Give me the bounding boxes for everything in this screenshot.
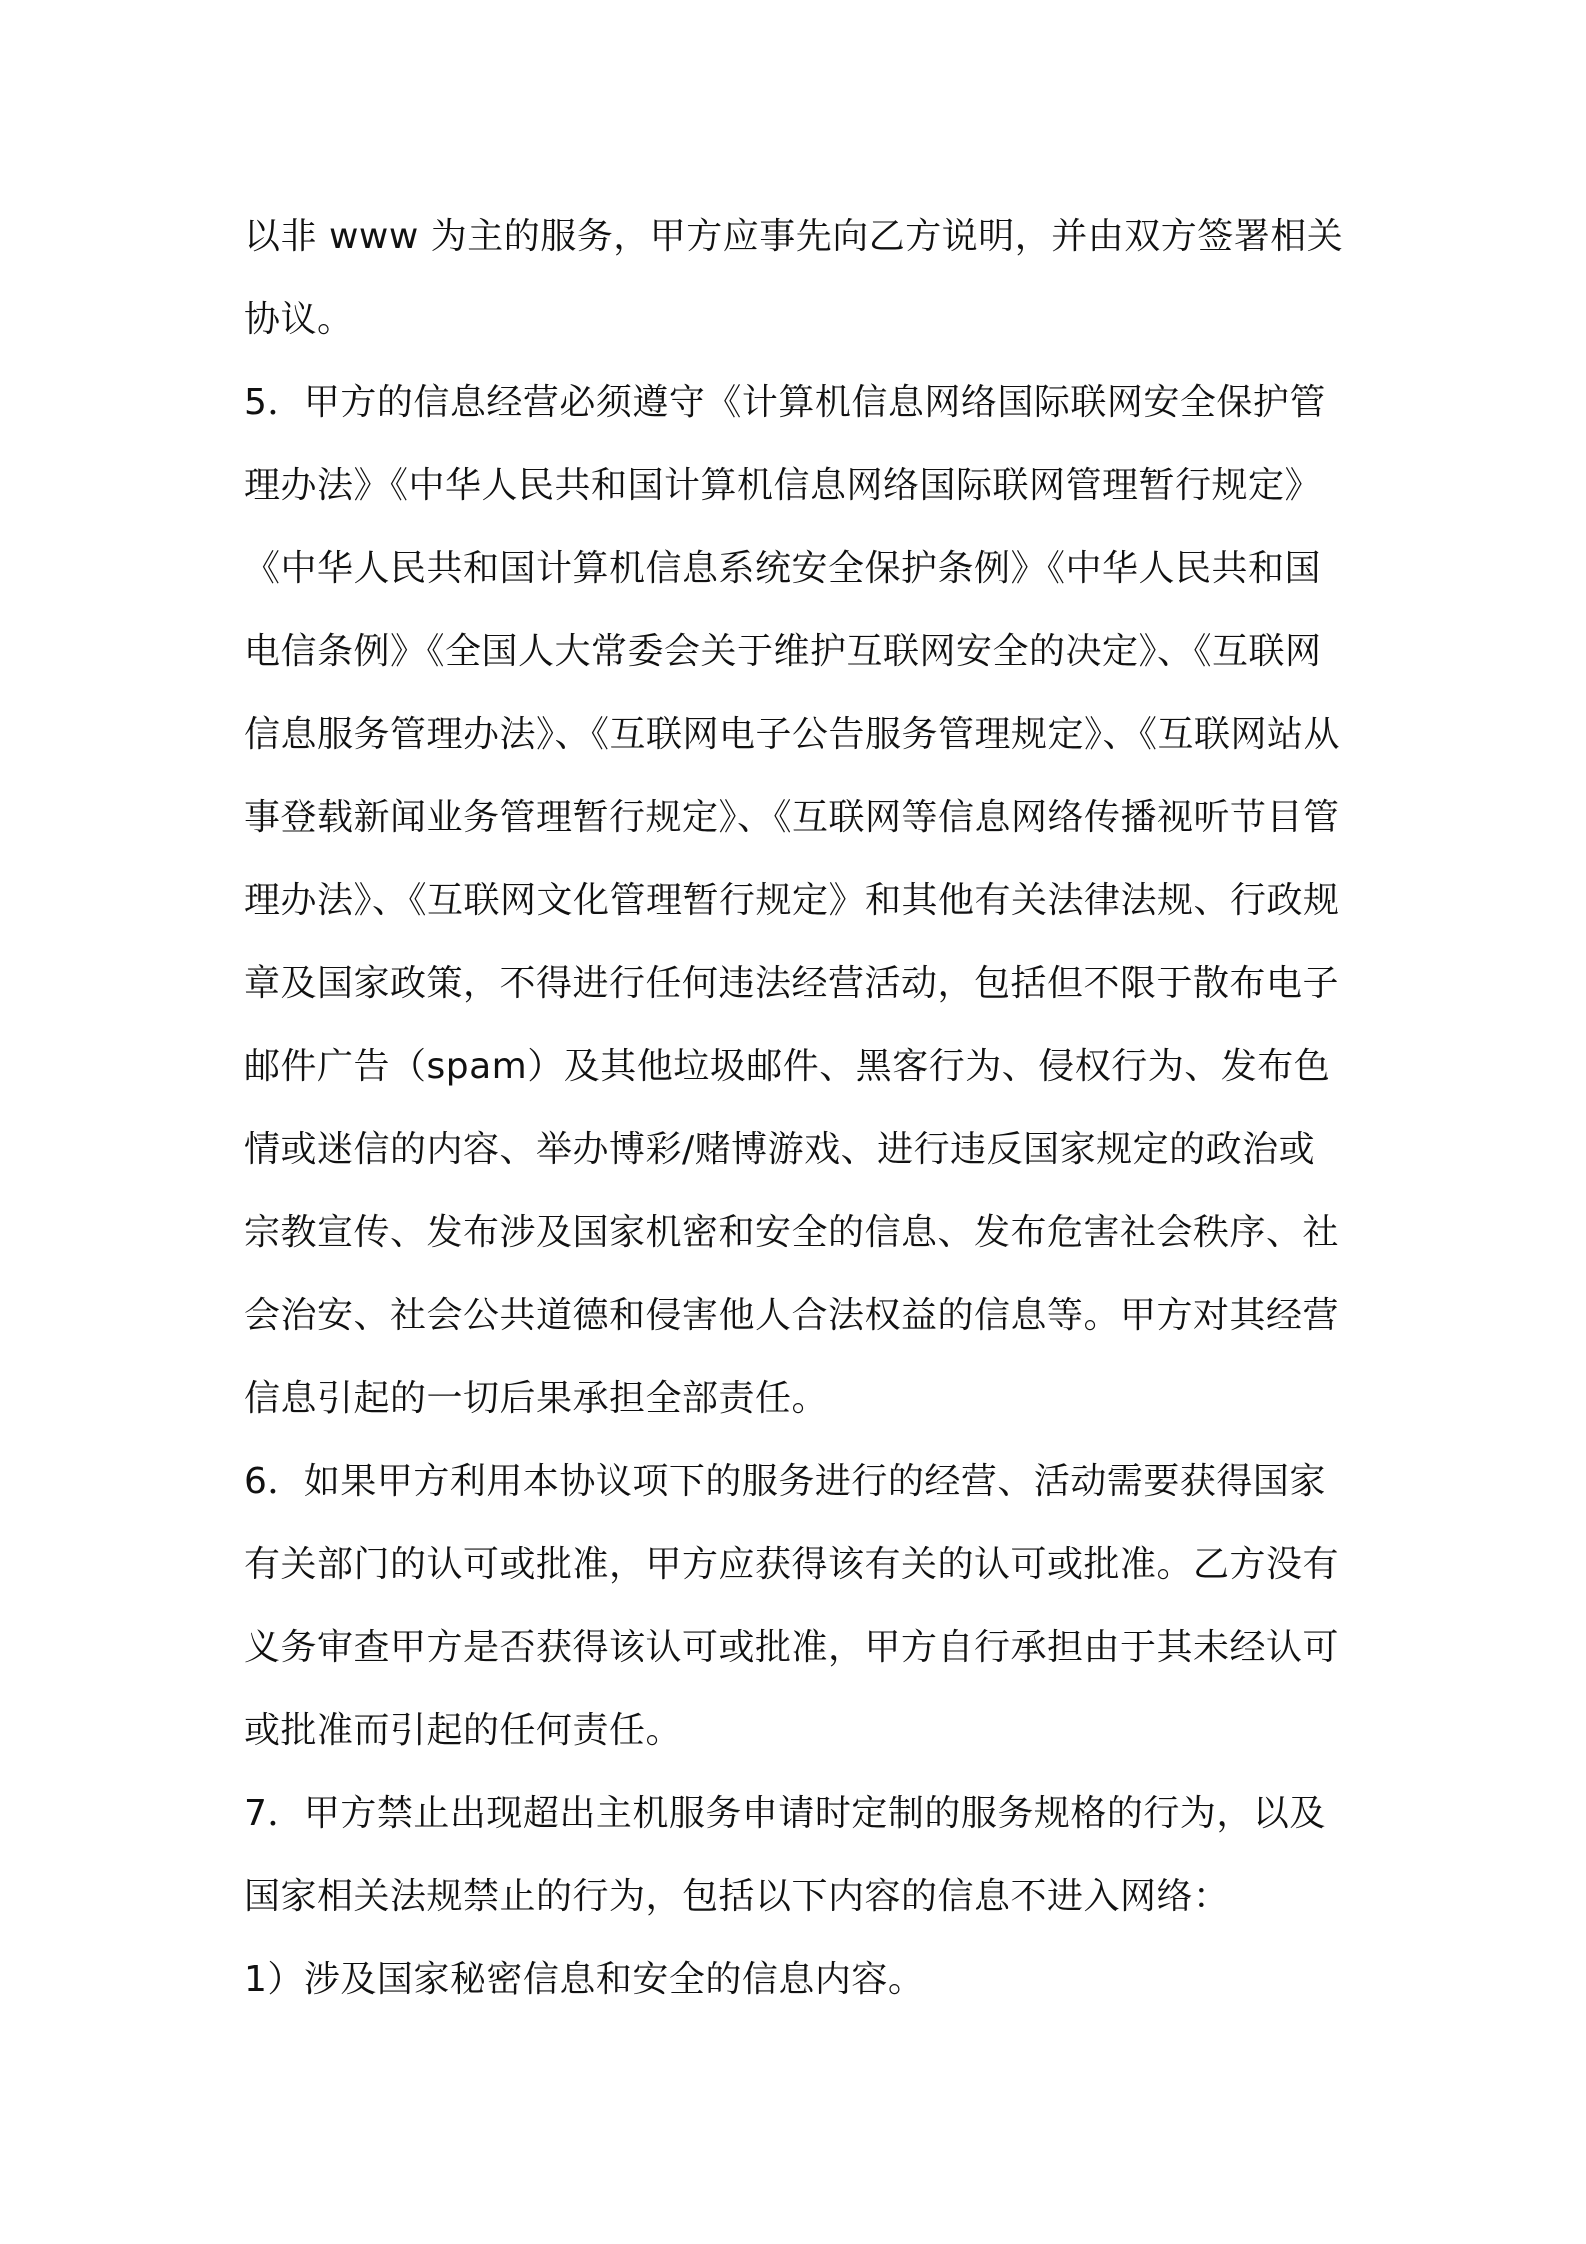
text-line: 邮件广告（spam）及其他垃圾邮件、黑客行为、侵权行为、发布色 (244, 1046, 1331, 1087)
text-line: 会治安、社会公共道德和侵害他人合法权益的信息等。甲方对其经营 (244, 1295, 1340, 1336)
text-line: 事登载新闻业务管理暂行规定》、《互联网等信息网络传播视听节目管 (244, 797, 1340, 838)
text-line: 宗教宣传、发布涉及国家机密和安全的信息、发布危害社会秩序、社 (244, 1212, 1340, 1253)
text-line: 信息引起的一切后果承担全部责任。 (244, 1378, 829, 1419)
list-item-1-line: 1）涉及国家秘密信息和安全的信息内容。 (244, 1959, 925, 2000)
document-body (244, 195, 1354, 2021)
clause-6-line: 6．如果甲方利用本协议项下的服务进行的经营、活动需要获得国家 (244, 1461, 1326, 1502)
clause-5-line: 5．甲方的信息经营必须遵守《计算机信息网络国际联网安全保护管 (244, 382, 1326, 423)
text-line: 有关部门的认可或批准，甲方应获得该有关的认可或批准。乙方没有 (244, 1544, 1340, 1585)
text-line: 协议。 (244, 299, 354, 340)
text-line: 国家相关法规禁止的行为，包括以下内容的信息不进入网络： (244, 1876, 1230, 1917)
clause-7-line: 7．甲方禁止出现超出主机服务申请时定制的服务规格的行为，以及 (244, 1793, 1326, 1834)
text-line: 章及国家政策，不得进行任何违法经营活动，包括但不限于散布电子 (244, 963, 1340, 1004)
text-line: 理办法》、《互联网文化管理暂行规定》和其他有关法律法规、行政规 (244, 880, 1340, 921)
text-line: 电信条例》《全国人大常委会关于维护互联网安全的决定》、《互联网 (244, 631, 1322, 672)
text-line: 或批准而引起的任何责任。 (244, 1710, 683, 1751)
text-line: 义务审查甲方是否获得该认可或批准，甲方自行承担由于其未经认可 (244, 1627, 1340, 1668)
text-line: 信息服务管理办法》、《互联网电子公告服务管理规定》、《互联网站从 (244, 714, 1341, 755)
text-line: 《中华人民共和国计算机信息系统安全保护条例》《中华人民共和国 (244, 548, 1322, 589)
text-line: 以非 www 为主的服务，甲方应事先向乙方说明，并由双方签署相关 (244, 216, 1344, 257)
text-line: 理办法》《中华人民共和国计算机信息网络国际联网管理暂行规定》 (244, 465, 1322, 506)
text-line: 情或迷信的内容、举办博彩/赌博游戏、进行违反国家规定的政治或 (244, 1129, 1316, 1170)
